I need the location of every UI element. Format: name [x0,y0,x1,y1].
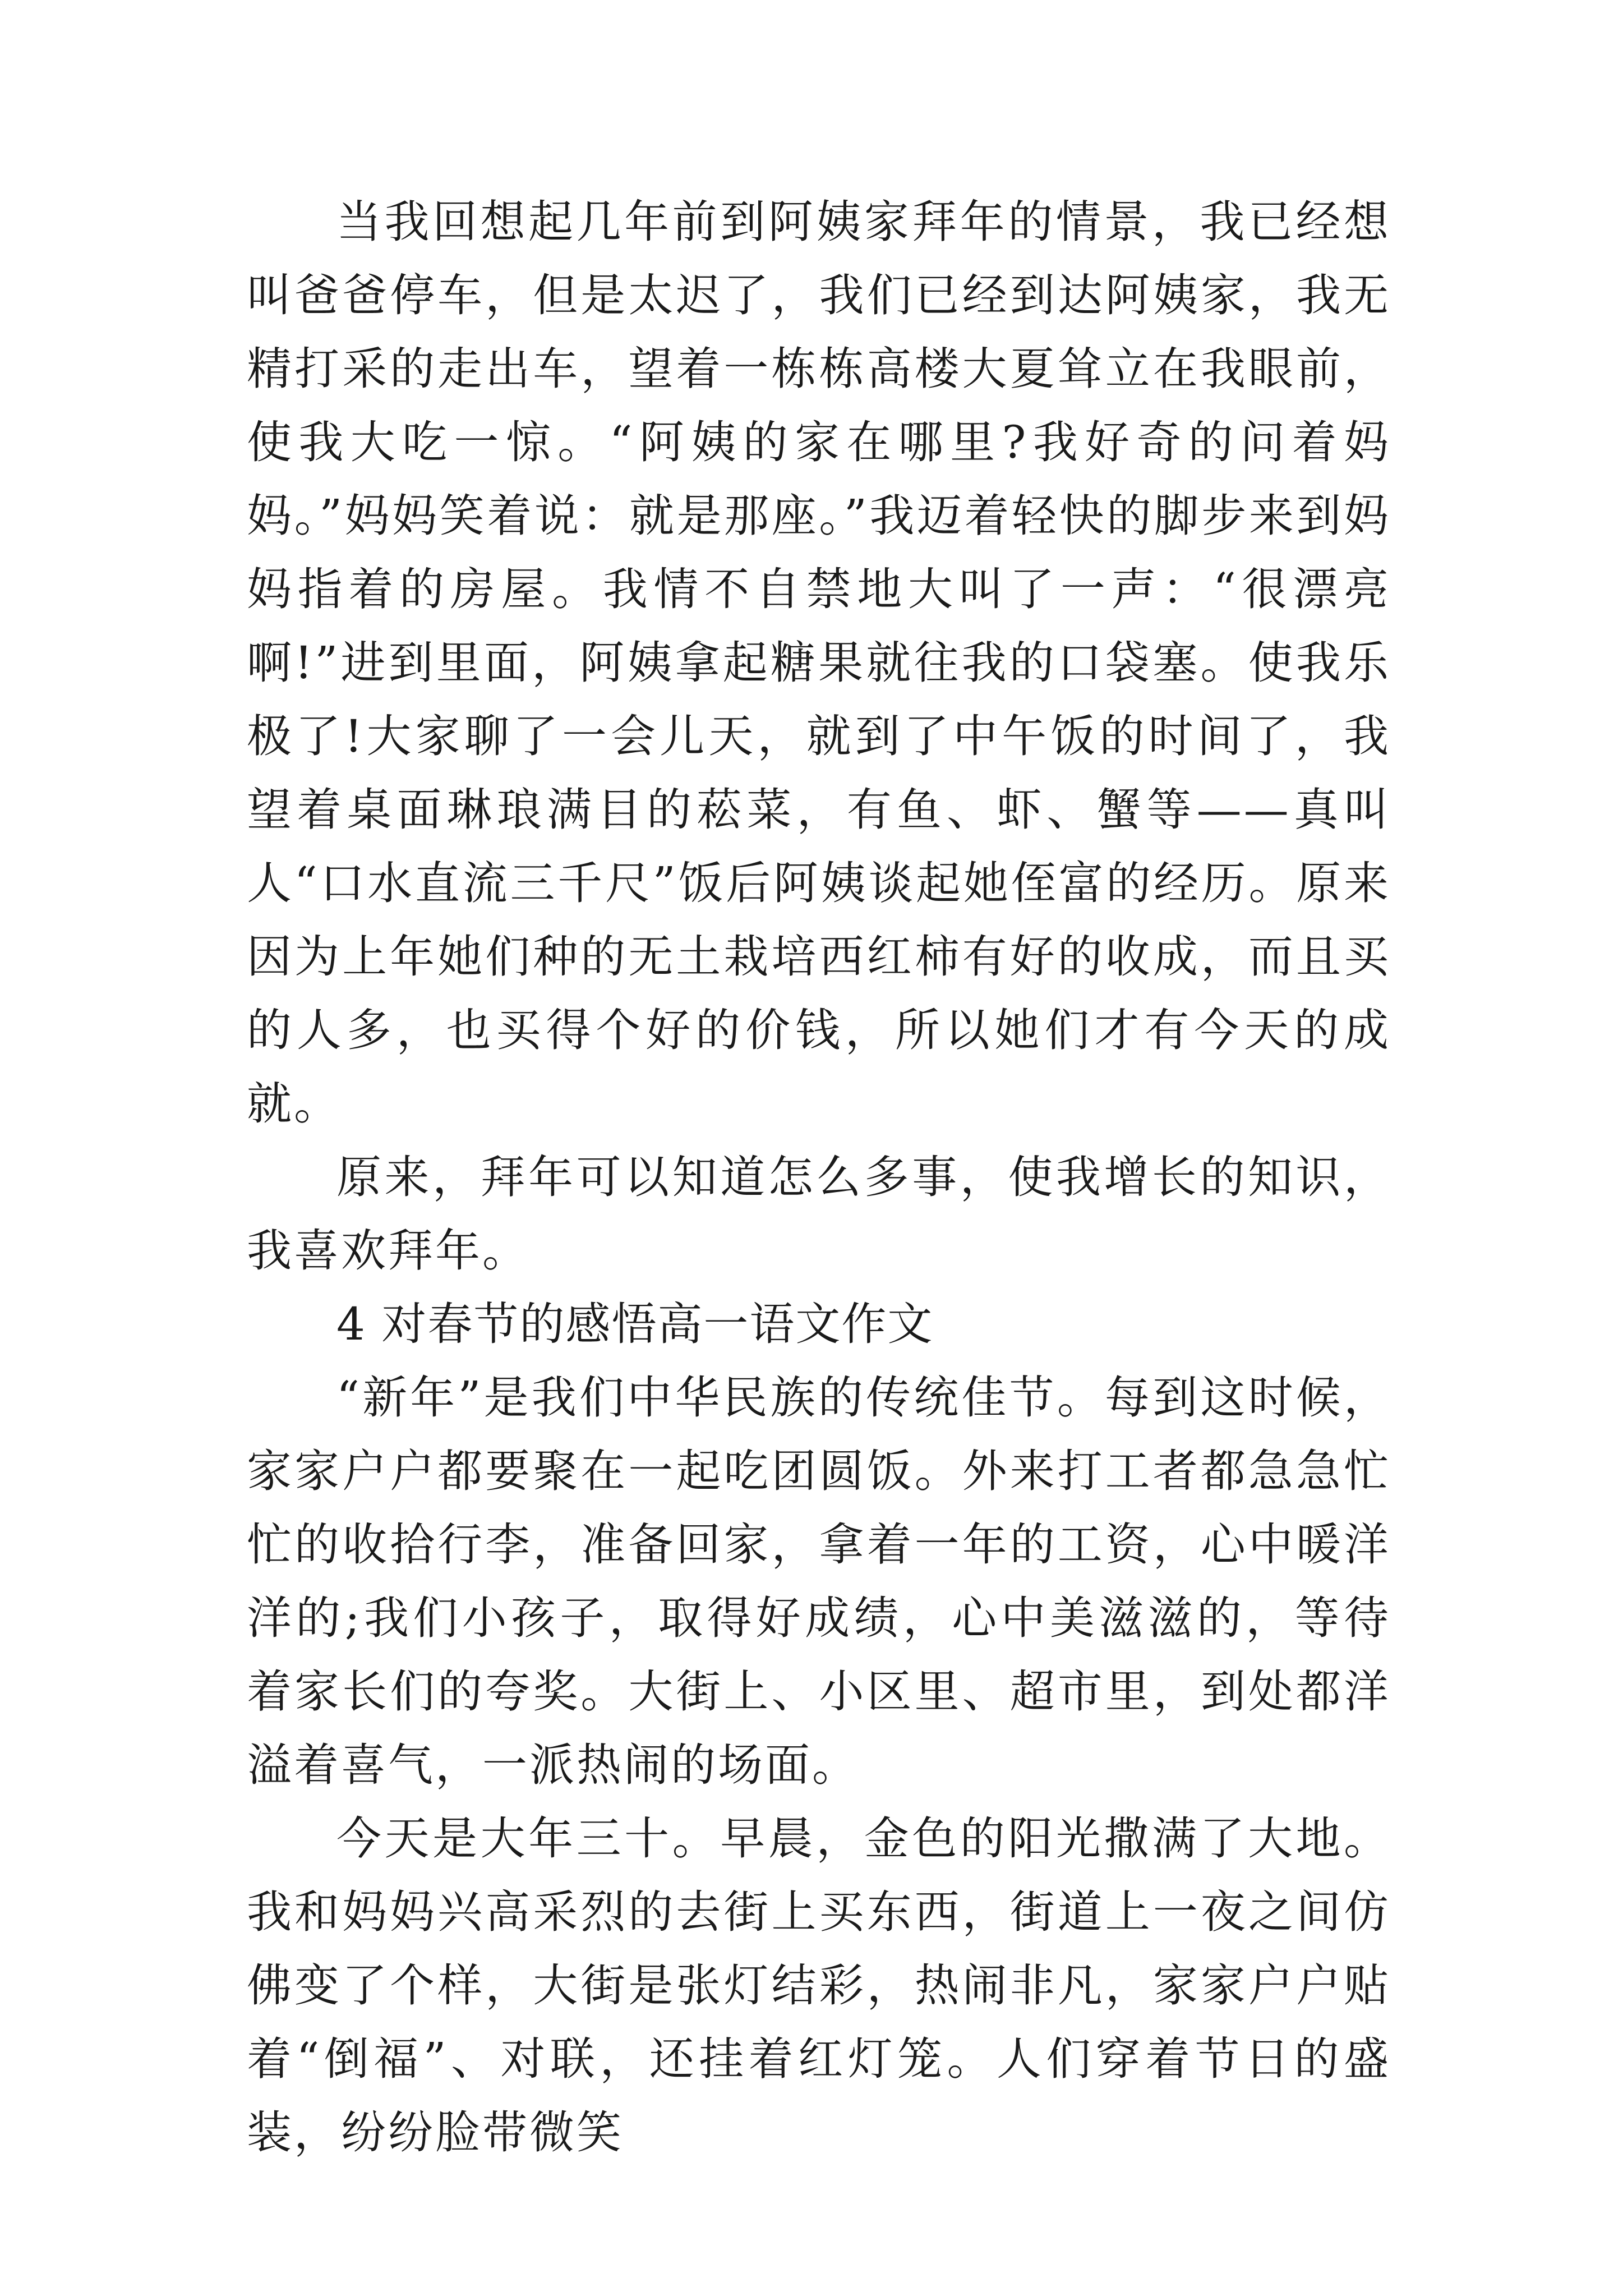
paragraph-new-year-visit: 当我回想起几年前到阿姨家拜年的情景，我已经想叫爸爸停车，但是太迟了，我们已经到达阿姨家，我无精打采的走出车，望着一栋栋高楼大夏耸立在我眼前，使我大吃一惊。“阿姨的家在哪里?我好奇的问着妈妈。”妈妈笑着说：就是那座。”我迈着轻快的脚步来到妈妈指着的房屋。我情不自禁地大叫了一声：“很漂亮啊!”进到里面，阿姨拿起糖果就往我的口袋塞。使我乐极了!大家聊了一会儿天，就到了中午饭的时间了，我望着桌面琳琅满目的菘菜，有鱼、虾、蟹等——真叫人“口水直流三千尺”饭后阿姨谈起她侄富的经历。原来因为上年她们种的无土栽培西红柿有好的收成，而且买的人多，也买得个好的价钱，所以她们才有今天的成就。 [247,196,1391,1130]
paragraph-conclusion: 原来，拜年可以知道怎么多事，使我增长的知识，我喜欢拜年。 [247,1151,1391,1277]
paragraph-new-years-eve: 今天是大年三十。早晨，金色的阳光撒满了大地。我和妈妈兴高采烈的去街上买东西，街道上一夜之间仿佛变了个样，大街是张灯结彩，热闹非凡，家家户户贴着“倒福”、对联，还挂着红灯笼。人们穿着节日的盛装，纷纷脸带微笑 [247,1812,1391,2159]
document-body [247,185,1391,2169]
essay-heading: 4 对春节的感悟高一语文作文 [336,1298,934,1350]
paragraph-new-year-intro: “新年”是我们中华民族的传统佳节。每到这时候，家家户户都要聚在一起吃团圆饭。外来打工者都急急忙忙的收拾行李，准备回家，拿着一年的工资，心中暖洋洋的;我们小孩子，取得好成绩，心中美滋滋的，等待着家长们的夸奖。大街上、小区里、超市里，到处都洋溢着喜气，一派热闹的场面。 [247,1372,1391,1791]
